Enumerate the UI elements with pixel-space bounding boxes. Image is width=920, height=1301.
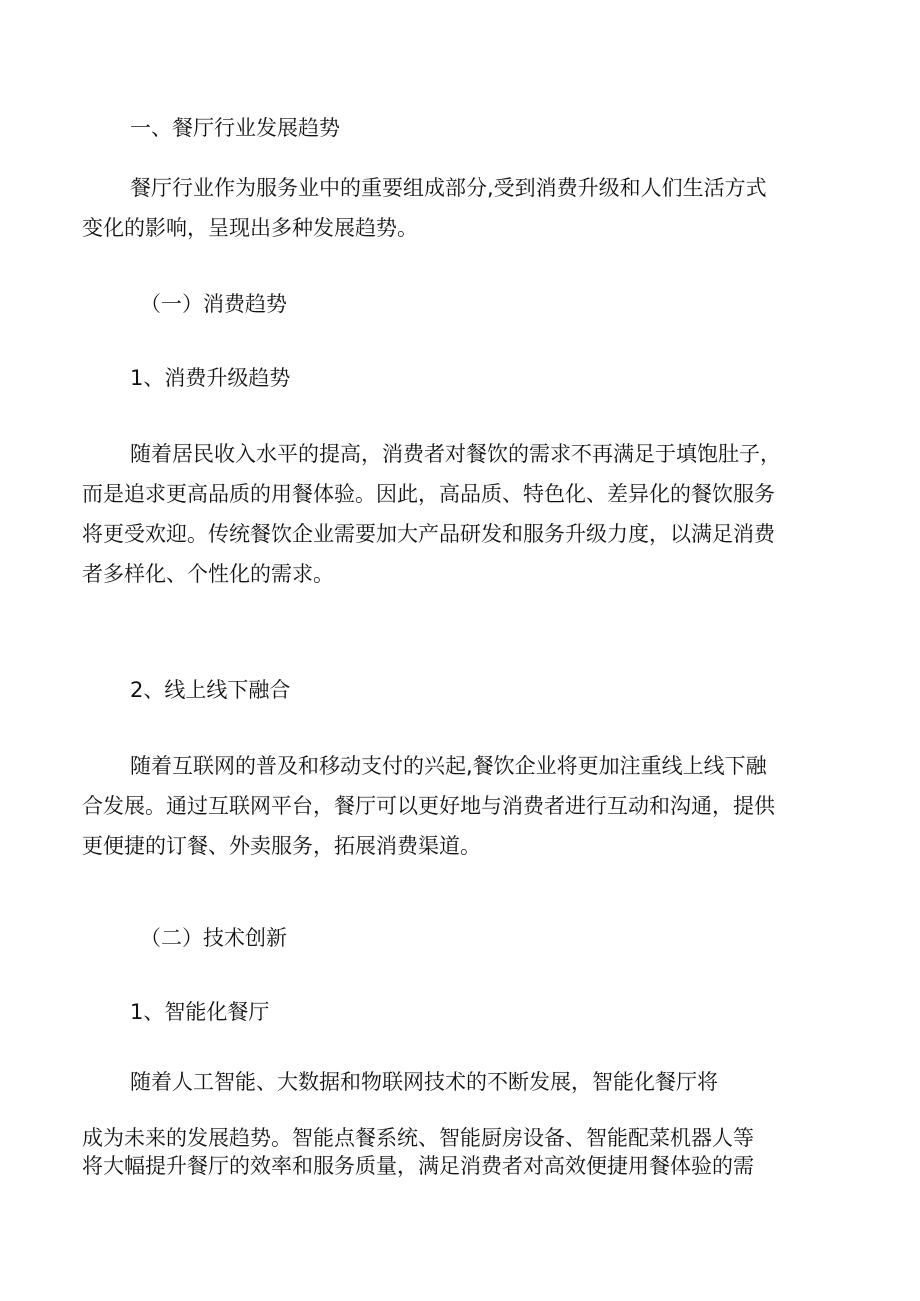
item-heading-consumption-upgrade: 1、消费升级趋势 [130, 366, 291, 390]
online-offline-paragraph [82, 752, 842, 872]
paragraph-line: 成为未来的发展趋势。智能点餐系统、智能厨房设备、智能配菜机器人等 [82, 1126, 754, 1150]
paragraph-line: 随着居民收入水平的提高，消费者对餐饮的需求不再满足于填饱肚子， [130, 442, 781, 466]
paragraph-line: 合发展。通过互联网平台，餐厅可以更好地与消费者进行互动和沟通，提供 [82, 794, 775, 818]
paragraph-line: 而是追求更高品质的用餐体验。因此，高品质、特色化、差异化的餐饮服务 [82, 482, 775, 506]
paragraph-line: 将大幅提升餐厅的效率和服务质量，满足消费者对高效便捷用餐体验的需 [82, 1154, 754, 1178]
item-heading-online-offline: 2、线上线下融合 [130, 678, 291, 702]
paragraph-line: 更便捷的订餐、外卖服务，拓展消费渠道。 [82, 834, 481, 858]
item-heading-smart-restaurant: 1、智能化餐厅 [130, 1000, 270, 1024]
paragraph-line: 将更受欢迎。传统餐饮企业需要加大产品研发和服务升级力度，以满足消费 [82, 522, 775, 546]
smart-restaurant-paragraph [82, 1124, 842, 1180]
section-title: 一、餐厅行业发展趋势 [130, 116, 340, 140]
paragraph-line: 餐厅行业作为服务业中的重要组成部分,受到消费升级和人们生活方式 [130, 176, 767, 200]
consumption-upgrade-paragraph [82, 440, 842, 600]
paragraph-line: 随着互联网的普及和移动支付的兴起,餐饮企业将更加注重线上线下融 [130, 754, 767, 778]
paragraph-line: 变化的影响，呈现出多种发展趋势。 [82, 216, 418, 240]
subsection-heading-consumption: （一）消费趋势 [140, 292, 287, 316]
subsection-heading-tech-innovation: （二）技术创新 [140, 926, 287, 950]
paragraph-line: 者多样化、个性化的需求。 [82, 562, 334, 586]
intro-paragraph [82, 174, 842, 254]
smart-restaurant-first-line: 随着人工智能、大数据和物联网技术的不断发展，智能化餐厅将 [130, 1070, 718, 1094]
